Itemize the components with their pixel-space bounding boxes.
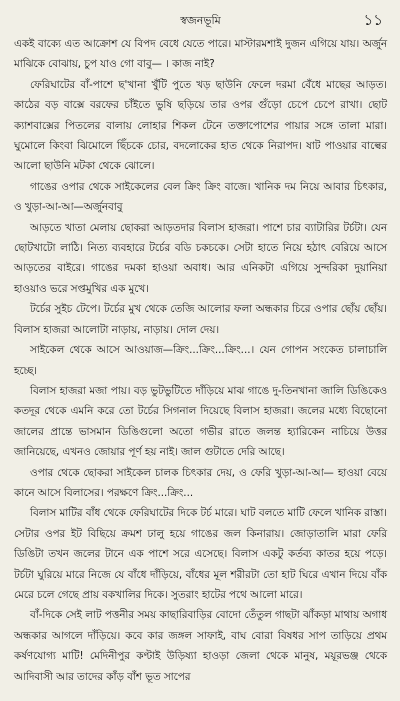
paragraph-4: আড়তে খাতা মেলায় ছোকরা আড়তদার বিলাস হাজরা। পাশে চার ব্যাটারির টর্চটা। যেন ছোটখাটো লাঠি। নিত্য ব্যবহারে টর্চের বডি চকচকে। সেটা হাতে নিয়ে হঠাৎ বেরিয়ে আসে আড়তের বাইরে। গাঙের দমকা হাওয়া অবাধ। আর এনিকটা এগিয়ে সুন্দরিকা দুয়ানিয়া হাওয়াও ভরে সপ্তমুখির এক মুখে। bbox=[14, 221, 387, 295]
page-header bbox=[14, 6, 387, 34]
paragraph-5: টর্চের সুইচ টেপে। টর্চের মুখ থেকে তেজি আলোর ফলা অন্ধকার চিরে ওপার ছোঁয় ছোঁয়। বিলাস হাজরা আলোটা নাড়ায়, নাড়ায়। দোল দেয়। bbox=[14, 303, 387, 336]
paragraph-7: বিলাস হাজরা মজা পায়। বড় ভুটভুটিতে দাঁড়িয়ে মাঝ গাঙে দু-তিনখানা জালি ডিঙিকেও কতদূর থেকে এমনি করে তো টর্চের সিগনাল দিয়েছে বিলাস হাজরা। জলের মধ্যে বিছোনো জালের প্রান্তে ভাসমান ডিঙিগুলো অতো গভীর রাতে জলন্ত হ্যারিকেন নাচিয়ে উত্তর জানিয়েছে, এখনও জোয়ার পূর্ণ হয় নাই। জাল গুটাতে দেরি আছে। bbox=[14, 384, 387, 459]
running-head: স্বজনভূমি bbox=[180, 14, 221, 27]
paragraph-10: বাঁ-দিকে সেই লাট পত্তনীর সময় কাছারিবাড়ির বোদো তেঁতুল গাছটা ঝাঁকড়া মাথায় অগাধ অন্ধকার আগলে দাঁড়িয়ে। কবে কার জঙ্গল সাফাই, বাঘ বোরা বিষধর সাপ তাড়িয়ে প্রথম কর্ষণযোগ্য মাটি! মেদিনীপুর কণ্টাই উড়িষ্যা হাওড়া জেলা থেকে মানুষ, ময়ূরভঞ্জ থেকে আদিবাসী আর তাদের কাঁড় বাঁশ ভূত সাপের bbox=[14, 609, 387, 683]
paragraph-9: বিলাস মাটির বাঁধ থেকে ফেরিঘাটের দিকে টর্চ মারে। ঘাট বলতে মাটি ফেলে খানিক রাস্তা। সেটার ওপর ইট বিছিয়ে ক্রমশ ঢালু হয়ে গাঙের জল কিনারায়। জোড়াতালি মারা ফেরি ডিঙিটা তখন জলের টানে এক পাশে সরে এসেছে। বিলাস একটু কর্তব্য কাতর হয়ে পড়ে। টর্চটা ঘুরিয়ে মারে নিজে যে বাঁধে দাঁড়িয়ে, বাঁধের মূল শরীরটা তো হাট ঘিরে এখান দিয়ে বাঁক মেরে চলে গেছে প্রায় বকখালির দিকে। সুতরাং হাটের পথে আলো মারে। bbox=[14, 507, 387, 601]
body-text bbox=[14, 34, 387, 687]
paragraph-6: সাইকেল থেকে আসে আওয়াজ—ক্রিং...ক্রিং...ক্রিং...। যেন গোপন সংকেত চালাচালি হচ্ছে। bbox=[14, 344, 387, 377]
paragraph-8: ওপার থেকে ছোকরা সাইকেল চালক চিৎকার দেয়, ও ফেরি খুড়া-আ-আ— হাওয়া বেয়ে কানে আসে বিলাসের। পরক্ষণে ক্রিং...ক্রিং... bbox=[14, 466, 387, 499]
paragraph-2: ফেরিঘাটের বাঁ-পাশে ছ'খানা খুঁটি পুতে খড় ছাউনি ফেলে দরমা বেঁধে মাছের আড়ত। কাঠের বড় বাক্সে বরফের চাঁইতে ভুষি ছড়িয়ে তার ওপর গুঁড়ো চেপে চেপে রাখা। ছোট ক্যাশবাক্সের পিতলের বালায় লোহার শিকল টেনে তক্তাপোশের পায়ার সঙ্গে তালা মারা। ঘুমোলে কিংবা ঝিমোলে ছিঁচকে চোর, বদলোকের হাত থেকে নিরাপদ। ষাট পাওয়ার বাল্বের আলো ছাউনি মটকা থেকে ঝোলে। bbox=[14, 78, 387, 173]
paragraph-1: একই বাক্যে এত আক্রোশ যে বিপদ বেধে যেতে পারে। মাস্টারমশাই দুজন এগিয়ে যায়। অর্জুন মাঝিকে বোঝায়, চুপ যাও গো বাবু— । কাজ নাই? bbox=[14, 38, 387, 71]
paragraph-3: গাঙের ওপার থেকে সাইকেলের বেল ক্রিং ক্রিং বাজে। খানিক দম নিয়ে আবার চিৎকার, ও খুড়া-আ-আ—অর্জুনবাবু bbox=[14, 180, 387, 214]
page-number: ১১ bbox=[363, 11, 383, 29]
